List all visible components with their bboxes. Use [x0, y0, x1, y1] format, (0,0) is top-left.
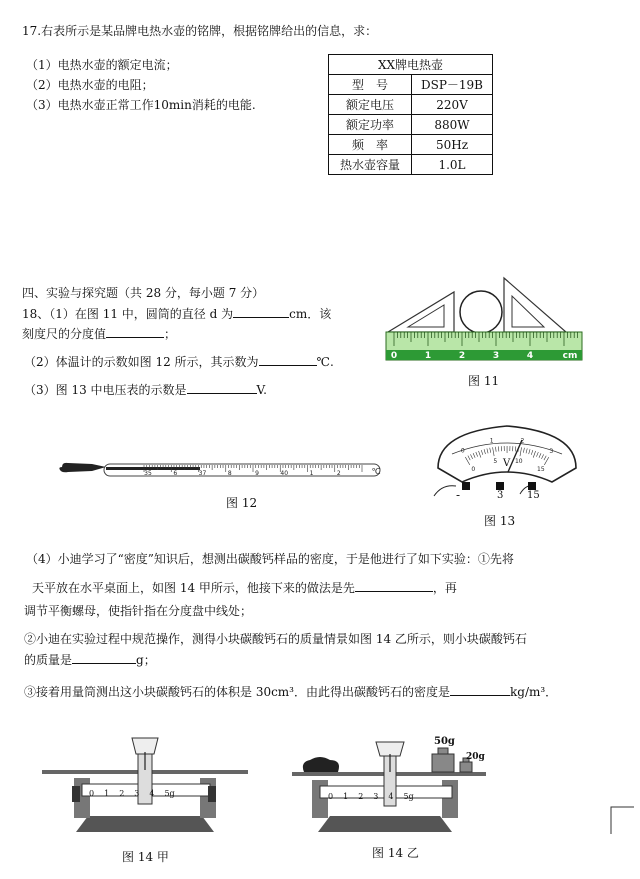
beam-label: 2 — [119, 789, 135, 798]
ruler-tick-label: 1 — [424, 351, 432, 361]
q18-4-text: 天平放在水平桌面上，如图 14 甲所示，他接下来的做法是先 — [32, 581, 355, 595]
beam-label: 4 — [388, 792, 404, 801]
fig14b-beam-scale — [328, 790, 414, 804]
q18-4-line1: （4）小迪学习了“密度”知识后，想测出碳酸钙样品的密度，于是他进行了如下实验：①先将 — [26, 552, 514, 566]
nameplate-key: 额定功率 — [329, 115, 412, 135]
fig11-ruler-diagram — [384, 272, 584, 364]
q18-3-text: （3）图 13 中电压表的示数是 — [24, 383, 187, 397]
nameplate-value: 880W — [412, 115, 493, 135]
voltmeter-symbol: V — [503, 458, 511, 469]
page-corner-mark — [610, 806, 636, 836]
beam-label: 1 — [104, 789, 120, 798]
q17-stem: 17.右表所示是某品牌电热水壶的铭牌，根据铭牌给出的信息，求： — [22, 24, 378, 38]
voltmeter-scale-bottom-label: 0 — [471, 465, 476, 473]
voltmeter-terminal-minus: - — [456, 488, 461, 502]
weight-50g-label: 50g — [434, 736, 455, 747]
answer-blank[interactable] — [259, 354, 317, 366]
thermometer-scale-label: 1 — [309, 470, 314, 477]
voltmeter-scale-bottom-label: 15 — [537, 466, 545, 474]
thermometer-scale-label: 8 — [227, 470, 232, 477]
voltmeter-scale-bottom-label: 5 — [493, 458, 498, 466]
fig14b-caption: 图 14 乙 — [372, 846, 419, 860]
fig12-caption: 图 12 — [226, 496, 258, 510]
q18-1-text2: 刻度尺的分度值 — [22, 327, 107, 341]
ruler-tick-label: 4 — [526, 351, 534, 361]
q18-1-line — [22, 306, 331, 321]
fig14b-balance — [290, 730, 504, 834]
answer-blank[interactable] — [187, 382, 257, 394]
thermometer-scale-label: 37 — [198, 470, 207, 477]
voltmeter-scale-top-label: 3 — [549, 447, 554, 455]
q18-4-line6 — [24, 684, 557, 699]
answer-blank[interactable] — [355, 580, 433, 592]
nameplate-key: 额定电压 — [329, 95, 412, 115]
voltmeter-terminal-15: 15 — [527, 490, 540, 501]
answer-blank[interactable] — [106, 326, 164, 338]
voltmeter-scale-top-label: 0 — [460, 447, 465, 455]
q18-2-unit: ℃. — [316, 355, 334, 369]
answer-blank[interactable] — [72, 652, 136, 664]
ruler-tick-label: 2 — [458, 351, 466, 361]
q18-4-mass-text: 的质量是 — [24, 653, 73, 667]
q18-4-text-tail: ，再 — [432, 581, 457, 595]
q18-4-line4: ②小迪在实验过程中规范操作，测得小块碳酸钙石的质量情景如图 14 乙所示，则小块碳酸钙石 — [24, 632, 527, 646]
nameplate-key: 型 号 — [329, 75, 412, 95]
thermometer-unit: ℃ — [371, 467, 381, 476]
fig13-caption: 图 13 — [484, 514, 516, 528]
nameplate-title: XX牌电热壶 — [329, 55, 493, 75]
q17-item-2: （2）电热水壶的电阻； — [26, 78, 154, 92]
beam-label: 1 — [343, 792, 359, 801]
nameplate-key: 频 率 — [329, 135, 412, 155]
thermometer-scale-label: 35 — [144, 470, 152, 477]
q18-1-line2 — [22, 326, 176, 341]
q17-item-3: （3）电热水壶正常工作10min消耗的电能. — [26, 98, 256, 112]
nameplate-value: DSP－19B — [412, 75, 493, 95]
nameplate-value: 50Hz — [412, 135, 493, 155]
nameplate-key: 热水壶容量 — [329, 155, 412, 175]
nameplate-value: 220V — [412, 95, 493, 115]
thermometer-scale-label: 2 — [336, 470, 341, 477]
q18-1-text: 18、（1）在图 11 中，圆筒的直径 d 为 — [22, 307, 234, 321]
ruler-tick-label: 0 — [390, 351, 398, 361]
beam-label: 3 — [373, 792, 389, 801]
nameplate-value: 1.0L — [412, 155, 493, 175]
thermometer-scale-label: 40 — [280, 470, 289, 477]
fig14a-balance — [38, 730, 252, 834]
fig12-thermometer — [58, 452, 390, 486]
fig11-caption: 图 11 — [468, 374, 500, 388]
answer-blank[interactable] — [233, 306, 289, 318]
thermometer-scale-label: 6 — [173, 470, 178, 477]
beam-label: 2 — [358, 792, 374, 801]
q18-2-text: （2）体温计的示数如图 12 所示，其示数为 — [24, 355, 259, 369]
q18-3-unit: V. — [256, 383, 267, 397]
beam-label: 0 — [328, 792, 344, 801]
ruler-unit-label: cm — [562, 351, 578, 361]
fig14a-caption: 图 14 甲 — [122, 850, 169, 864]
q18-4-line5 — [24, 652, 156, 667]
q18-3-line — [24, 382, 267, 397]
beam-label: 4 — [149, 789, 165, 798]
ruler-tick-label: 3 — [492, 351, 500, 361]
weight-20g-label: 20g — [466, 752, 485, 762]
voltmeter-scale-bottom-label: 10 — [514, 458, 523, 466]
beam-label: 5g — [164, 789, 175, 798]
q18-4-density-text: ③接着用量筒测出这小块碳酸钙石的体积是 30cm³．由此得出碳酸钙石的密度是 — [24, 685, 450, 699]
beam-label: 3 — [134, 789, 150, 798]
q17-item-1: （1）电热水壶的额定电流； — [26, 58, 178, 72]
voltmeter-scale-top-label: 1 — [489, 437, 494, 445]
voltmeter-terminal-3: 3 — [497, 490, 504, 501]
section-heading: 四、实验与探究题（共 28 分，每小题 7 分） — [22, 286, 265, 300]
q18-2-line — [24, 354, 334, 369]
voltmeter-scale-top-label: 2 — [520, 437, 525, 445]
beam-label: 5g — [403, 792, 414, 801]
q18-4-mass-unit: g； — [136, 653, 156, 667]
thermometer-scale-label: 9 — [255, 470, 259, 477]
nameplate-table — [328, 54, 493, 175]
fig14a-beam-scale — [89, 787, 175, 801]
beam-label: 0 — [89, 789, 105, 798]
answer-blank[interactable] — [450, 684, 510, 696]
q18-4-density-unit: kg/m³． — [510, 685, 558, 699]
q18-4-line2 — [32, 580, 457, 595]
q18-4-line3: 调节平衡螺母，使指针指在分度盘中线处； — [24, 604, 253, 618]
q18-1-end: ； — [164, 327, 177, 341]
q18-1-unit: cm．该 — [289, 307, 332, 321]
